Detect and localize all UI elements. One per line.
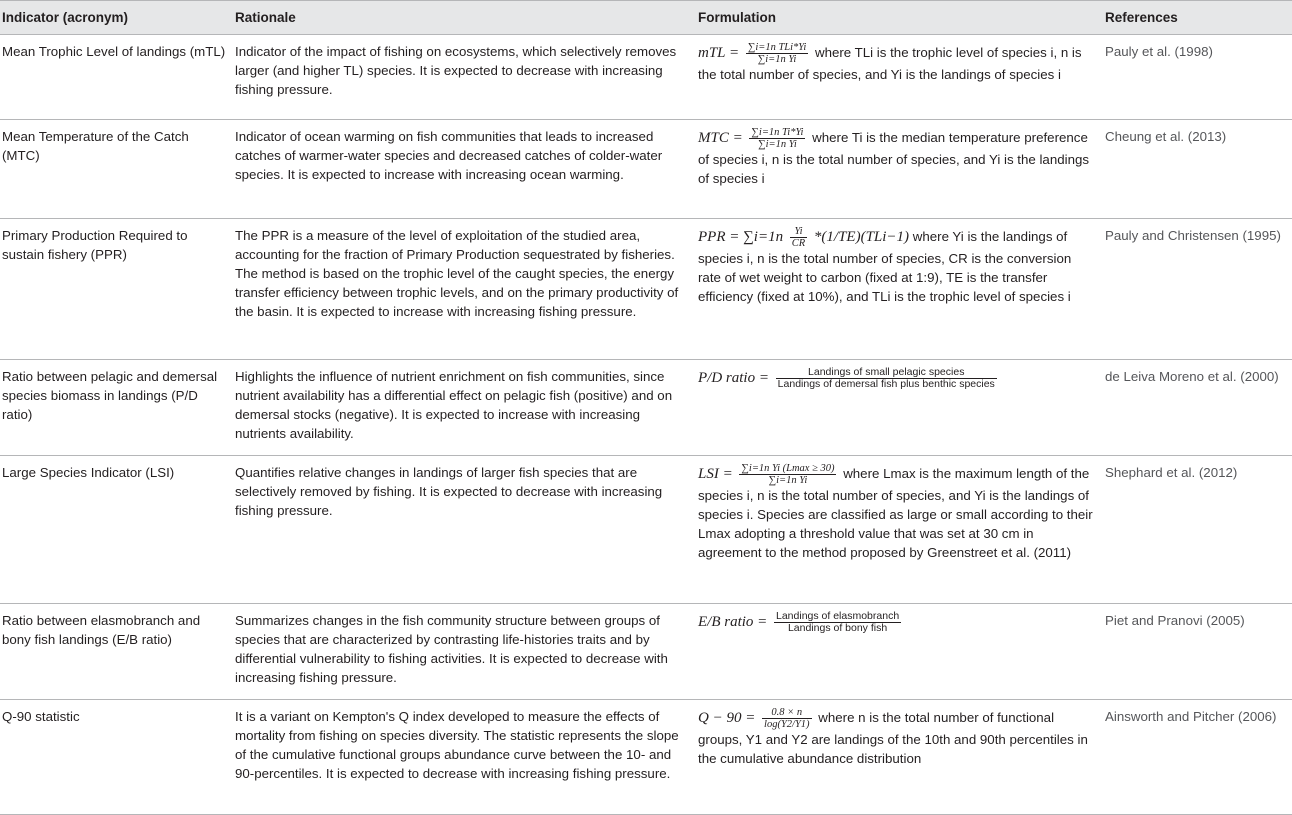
formula-lhs: MTC = [698,130,743,147]
formula-denominator: ∑i=1n Yi [768,475,808,486]
rationale-cell: The PPR is a measure of the level of exploitation of the studied area, accounting for the fraction of Primary Production sequestrated by fisheries. The method is based on the trophic level of the caught species, the energy transfer efficiency between trophic levels, and on the primary productivity of the basin. It is expected to increase with increasing fishing pressure. [235,219,698,360]
formula-numerator: Yi [790,226,807,238]
table-row [0,219,1292,360]
indicator-cell: Ratio between pelagic and demersal species biomass in landings (P/D ratio) [0,360,235,456]
formulation-cell [698,700,1105,815]
table-row [0,456,1292,604]
indicator-cell: Ratio between elasmobranch and bony fish landings (E/B ratio) [0,604,235,700]
formula-lhs: P/D ratio = [698,370,769,387]
formula-lhs: mTL = [698,45,740,62]
formulation-cell [698,360,1105,456]
formulation-cell [698,120,1105,219]
indicator-cell: Large Species Indicator (LSI) [0,456,235,604]
formula-lhs: PPR = ∑i=1n [698,229,784,246]
reference-cell: Pauly et al. (1998) [1105,35,1292,120]
formula-numerator: Landings of elasmobranch [776,610,900,622]
formula-numerator: Landings of small pelagic species [776,367,997,379]
formula-denominator: Landings of bony fish [787,622,888,634]
header-rationale: Rationale [235,1,698,35]
formula-fraction [749,127,805,150]
rationale-cell: It is a variant on Kempton's Q index developed to measure the effects of mortality from fishing on species diversity. The statistic represents the slope of the cumulative functional groups abundance curve between the 10- and 90-percentiles. It is expected to decrease with increasing fishing pressure. [235,700,698,815]
header-references: References [1105,1,1292,35]
rationale-cell: Indicator of ocean warming on fish communities that leads to increased catches of warmer-water species and decreased catches of colder-water species. It is expected to increase with increasing ocean warming. [235,120,698,219]
table-row [0,700,1292,815]
indicator-cell: Primary Production Required to sustain fishery (PPR) [0,219,235,360]
formula-denominator: ∑i=1n Yi [758,139,797,150]
indicator-cell: Q-90 statistic [0,700,235,815]
formula-denominator: ∑i=1n Yi [757,54,797,65]
formula-lhs: Q − 90 = [698,710,756,727]
rationale-cell: Indicator of the impact of fishing on ecosystems, which selectively removes larger (and higher TL) species. It is expected to decrease with increasing fishing pressure. [235,35,698,120]
reference-cell: Ainsworth and Pitcher (2006) [1105,700,1292,815]
reference-cell: Pauly and Christensen (1995) [1105,219,1292,360]
formula-lhs: E/B ratio = [698,614,768,631]
formula-denominator: Landings of demersal fish plus benthic species [777,378,995,390]
formula-description: where Lmax is the maximum length of the species i, n is the total number of species, and Yi is the landings of species i. Species are classified as large or small according to their Lmax adopting a threshold value that was set at 30 cm in agreement to the method proposed by Greenstreet et al. (2011) [698,466,1093,560]
formula-fraction [762,707,812,730]
header-formulation: Formulation [698,1,1105,35]
indicator-cell: Mean Temperature of the Catch (MTC) [0,120,235,219]
formula-lhs: LSI = [698,466,733,483]
formula-fraction [746,42,808,65]
formula-numerator: ∑i=1n TLi*Yi [747,42,807,53]
formulation-cell [698,604,1105,700]
formula-description: where Ti is the median temperature preference of species i, n is the total number of species, and Yi is the landings of species i [698,130,1090,186]
indicator-cell: Mean Trophic Level of landings (mTL) [0,35,235,120]
table-row [0,120,1292,219]
formula-fraction [776,367,997,390]
formula-description: where TLi is the trophic level of species i, n is the total number of species, and Yi is the landings of species i [698,45,1082,82]
reference-cell: Piet and Pranovi (2005) [1105,604,1292,700]
formula-fraction [774,611,901,634]
table-row [0,604,1292,700]
formula-numerator: ∑i=1n Yi (Lmax ≥ 30) [741,463,835,474]
rationale-cell: Summarizes changes in the fish community structure between groups of species that are characterized by contrasting life-histories traits and by differential vulnerability to fishing activities. It is expected to decrease with increasing fishing pressure. [235,604,698,700]
formula-numerator: 0.8 × n [762,707,812,719]
formula-numerator: ∑i=1n Ti*Yi [751,127,804,138]
formula-fraction [790,226,807,249]
reference-cell: Cheung et al. (2013) [1105,120,1292,219]
rationale-cell: Quantifies relative changes in landings of larger fish species that are selectively removed by fishing. It is expected to decrease with increasing fishing pressure. [235,456,698,604]
formula-description: where n is the total number of functional groups, Y1 and Y2 are landings of the 10th and 90th percentiles in the cumulative abundance distribution [698,710,1088,766]
reference-cell: de Leiva Moreno et al. (2000) [1105,360,1292,456]
formula-fraction [739,463,836,486]
reference-cell: Shephard et al. (2012) [1105,456,1292,604]
formula-description: where Yi is the landings of species i, n is the total number of species, CR is the conversion rate of wet weight to carbon (fixed at 1:9), TE is the transfer efficiency (fixed at 10%), and TLi is the trophic level of species i [698,229,1072,304]
formula-denominator: CR [791,238,806,249]
rationale-cell: Highlights the influence of nutrient enrichment on fish communities, since nutrient availability has a differential effect on pelagic fish (positive) and on demersal stocks (negative). It is expected to increase with increasing nutrients availability. [235,360,698,456]
table-row [0,360,1292,456]
formulation-cell [698,35,1105,120]
formula-denominator: log(Y2/Y1) [764,719,810,730]
formulation-cell [698,456,1105,604]
table-row [0,35,1292,120]
header-row [0,1,1292,35]
formula-mid: *(1/TE)(TLi−1) [813,229,910,246]
formulation-cell [698,219,1105,360]
header-indicator: Indicator (acronym) [0,1,235,35]
